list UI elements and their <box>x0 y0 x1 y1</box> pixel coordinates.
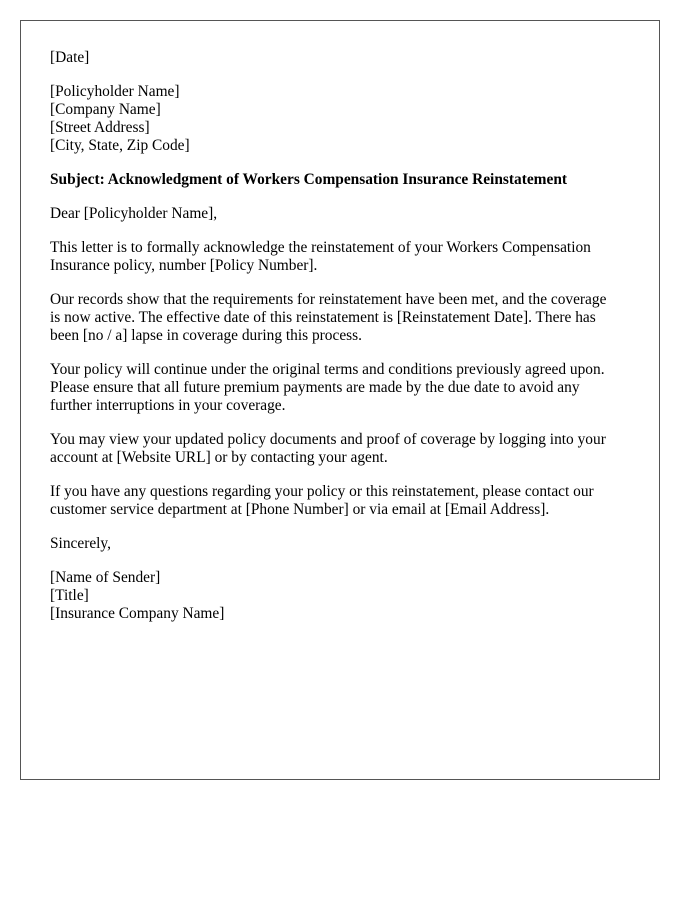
recipient-name: [Policyholder Name] <box>50 83 180 100</box>
sender-title: [Title] <box>50 587 89 604</box>
paragraph-line: further interruptions in your coverage. <box>50 397 286 414</box>
sender-name: [Name of Sender] <box>50 569 161 586</box>
recipient-city-state-zip: [City, State, Zip Code] <box>50 137 190 154</box>
paragraph-line: is now active. The effective date of this reinstatement is [Reinstatement Date]. There has <box>50 309 596 326</box>
paragraph-line: Please ensure that all future premium payments are made by the due date to avoid any <box>50 379 580 396</box>
letter-page <box>20 20 660 780</box>
letter-closing: Sincerely, <box>50 535 111 552</box>
recipient-street: [Street Address] <box>50 119 150 136</box>
paragraph-line: Your policy will continue under the original terms and conditions previously agreed upon. <box>50 361 605 378</box>
subject-block <box>50 171 640 189</box>
paragraph-line: Insurance policy, number [Policy Number]. <box>50 257 318 274</box>
recipient-company: [Company Name] <box>50 101 161 118</box>
paragraph-3 <box>50 361 640 415</box>
paragraph-2 <box>50 291 640 345</box>
paragraph-line: customer service department at [Phone Number] or via email at [Email Address]. <box>50 501 550 518</box>
letter-body <box>50 49 640 639</box>
sender-company: [Insurance Company Name] <box>50 605 225 622</box>
closing-block <box>50 535 640 553</box>
paragraph-5 <box>50 483 640 519</box>
date-block <box>50 49 640 67</box>
paragraph-1 <box>50 239 640 275</box>
paragraph-line: been [no / a] lapse in coverage during this process. <box>50 327 362 344</box>
paragraph-line: This letter is to formally acknowledge the reinstatement of your Workers Compensation <box>50 239 591 256</box>
paragraph-4 <box>50 431 640 467</box>
letter-subject: Subject: Acknowledgment of Workers Compensation Insurance Reinstatement <box>50 171 567 188</box>
salutation-block <box>50 205 640 223</box>
paragraph-line: account at [Website URL] or by contacting your agent. <box>50 449 388 466</box>
recipient-address <box>50 83 640 155</box>
paragraph-line: You may view your updated policy documents and proof of coverage by logging into your <box>50 431 606 448</box>
letter-salutation: Dear [Policyholder Name], <box>50 205 218 222</box>
paragraph-line: Our records show that the requirements for reinstatement have been met, and the coverage <box>50 291 607 308</box>
signature-block <box>50 569 640 623</box>
paragraph-line: If you have any questions regarding your policy or this reinstatement, please contact our <box>50 483 594 500</box>
letter-date: [Date] <box>50 49 90 66</box>
